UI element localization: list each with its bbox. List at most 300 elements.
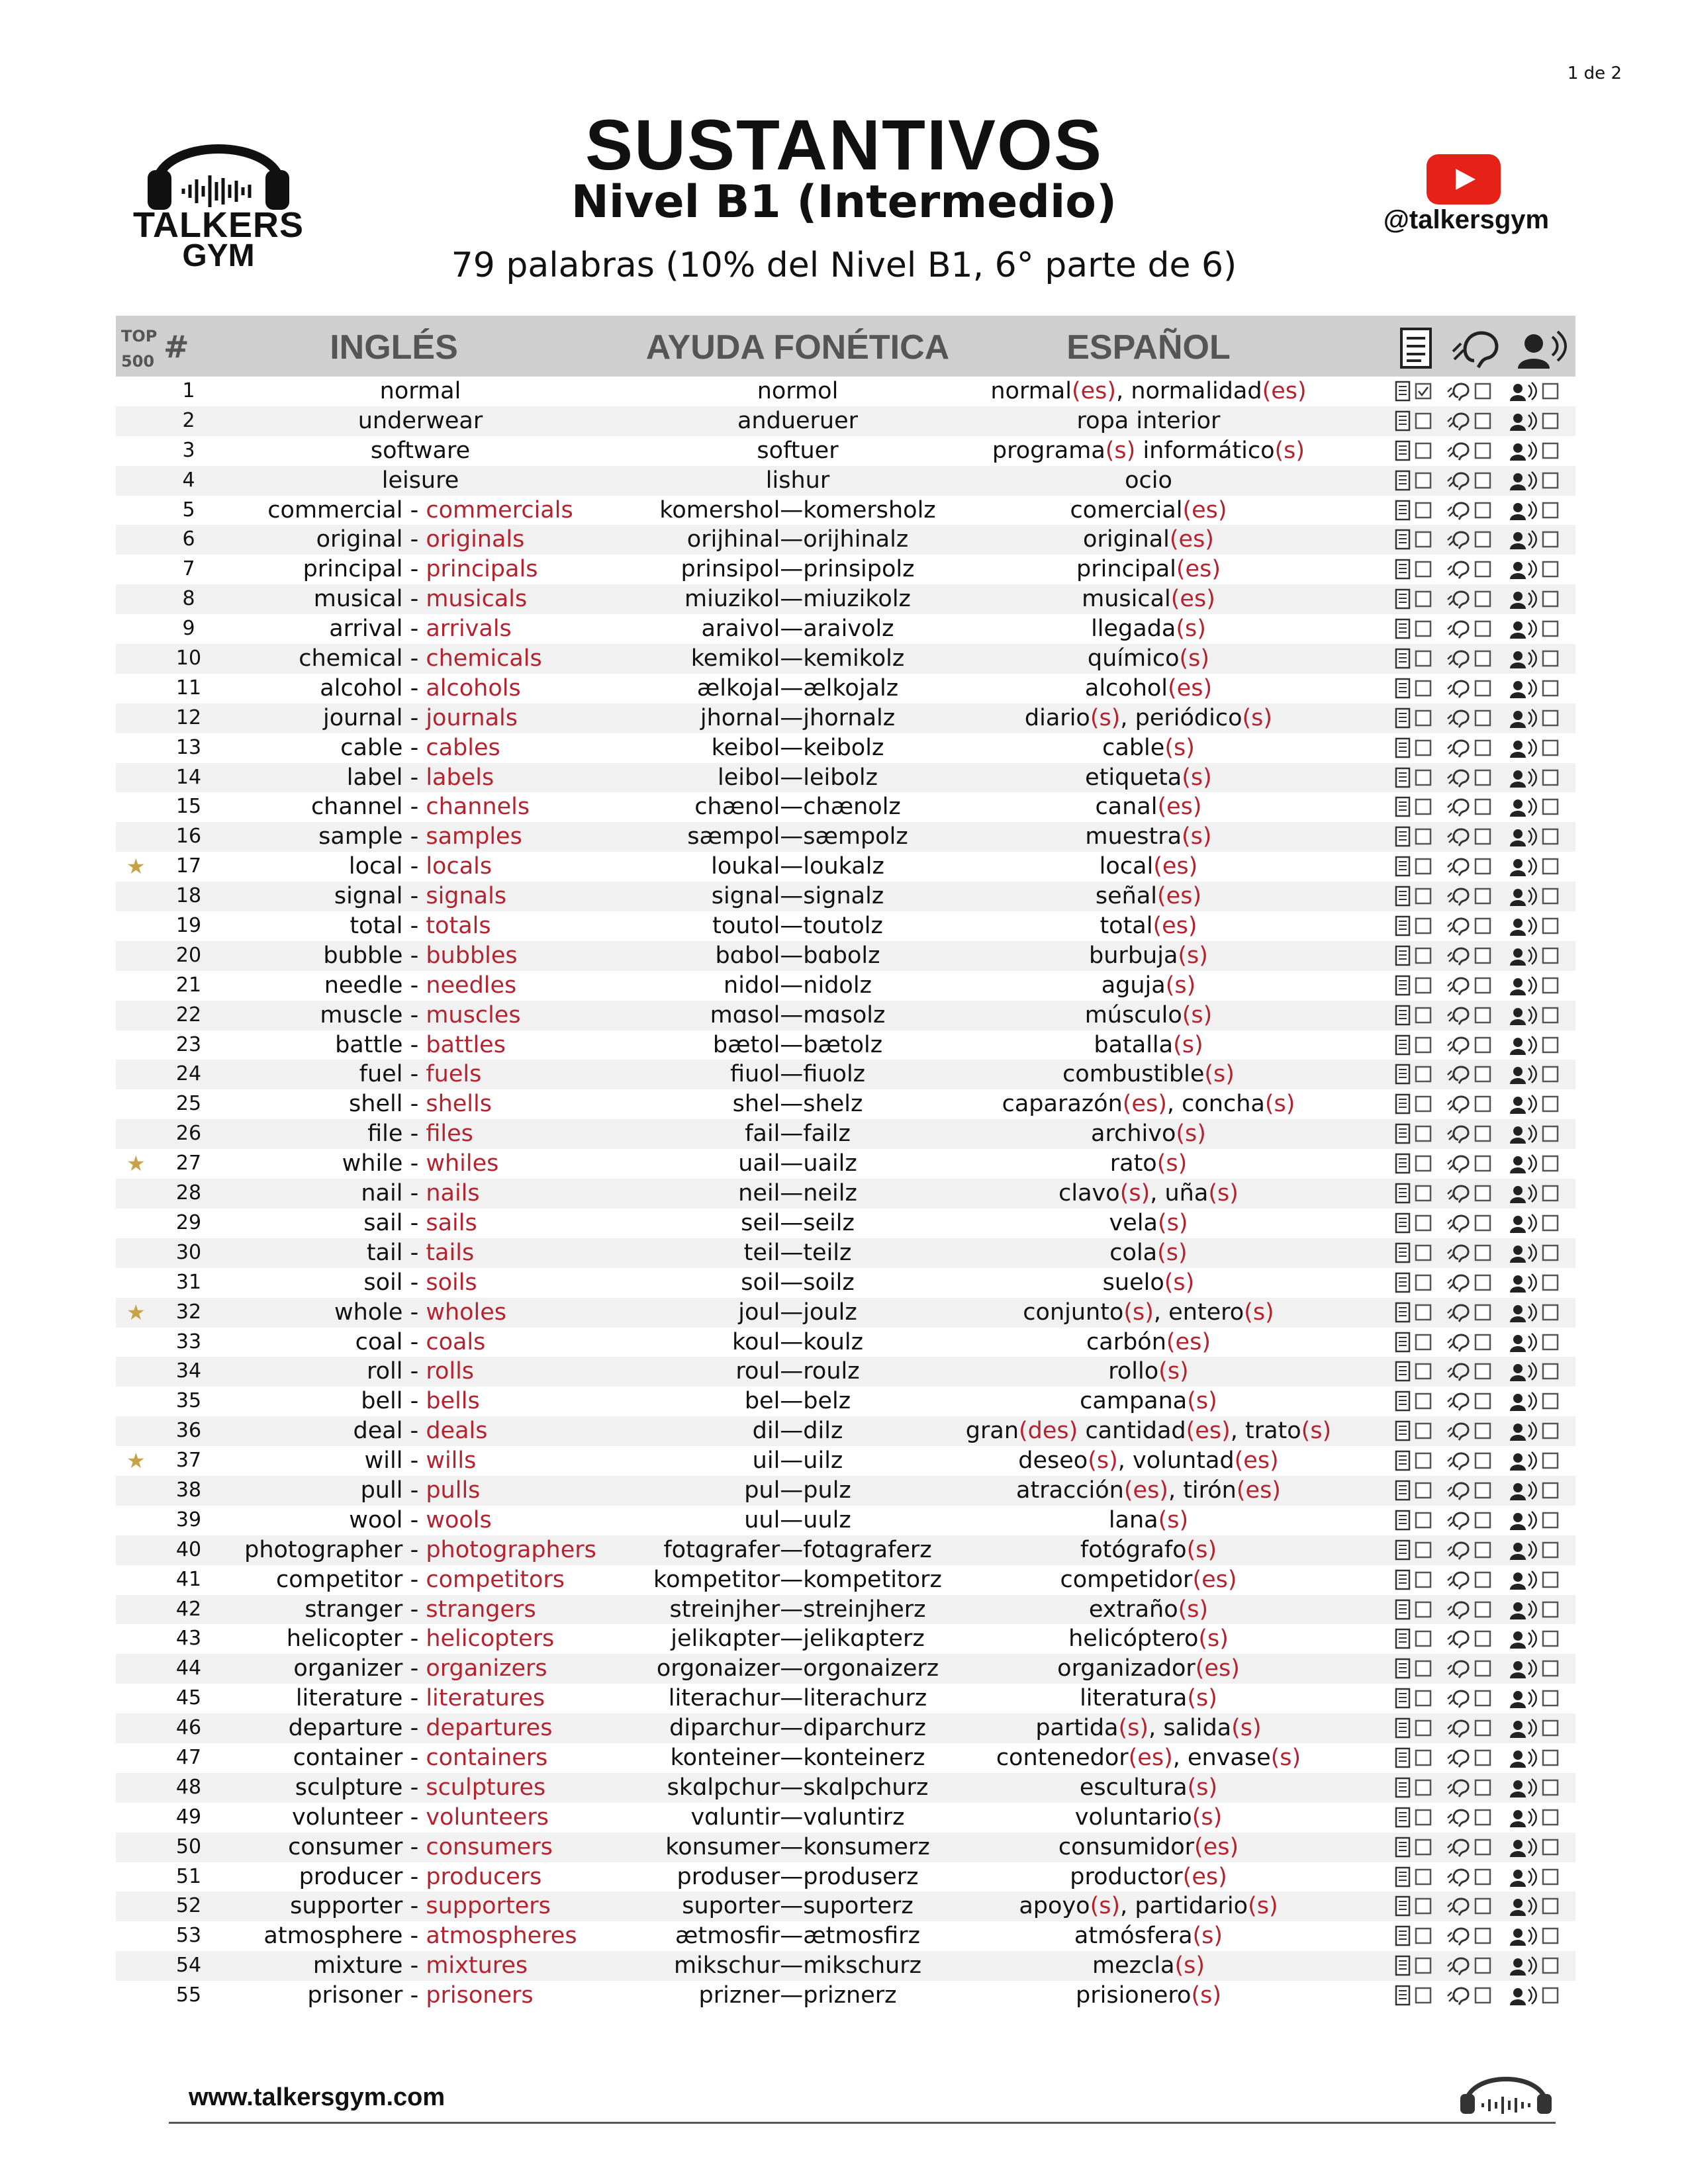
phonetic-help: koul—koulz bbox=[731, 1328, 864, 1355]
english-word: original - originals bbox=[316, 526, 525, 553]
listen-checkbox bbox=[1476, 1780, 1490, 1795]
row-number: 31 bbox=[175, 1270, 202, 1294]
speak-person-icon bbox=[1510, 1897, 1536, 1916]
row-number: 11 bbox=[175, 676, 202, 700]
phonetic-help: sæmpol—sæmpolz bbox=[687, 823, 908, 850]
row-number: 10 bbox=[175, 647, 202, 670]
listen-ear-icon bbox=[1448, 859, 1468, 876]
table-row bbox=[116, 1208, 1575, 1238]
english-singular: fuel bbox=[359, 1061, 403, 1088]
practice-checklist bbox=[1393, 1420, 1572, 1443]
row-number: 21 bbox=[175, 973, 202, 997]
practice-checklist bbox=[1393, 1063, 1572, 1086]
phonetic-help: komershol—komersholz bbox=[659, 496, 936, 523]
listen-ear-icon bbox=[1448, 1246, 1468, 1262]
speak-checkbox bbox=[1543, 1067, 1558, 1081]
practice-checklist bbox=[1393, 825, 1572, 848]
english-plural: pulls bbox=[426, 1477, 481, 1504]
english-plural: files bbox=[426, 1120, 473, 1148]
spanish-translation: helicóptero(s) bbox=[1068, 1625, 1229, 1653]
listen-checkbox bbox=[1476, 978, 1490, 993]
phonetic-help: miuzikol—miuzikolz bbox=[684, 586, 911, 613]
spanish-translation: canal(es) bbox=[1095, 794, 1202, 821]
english-word: supporter - supporters bbox=[290, 1893, 551, 1920]
spanish-translation: rollo(s) bbox=[1108, 1358, 1189, 1385]
read-document-icon bbox=[1396, 1273, 1409, 1292]
english-singular: principal bbox=[303, 556, 403, 583]
listen-ear-icon bbox=[1448, 1602, 1468, 1619]
listen-checkbox bbox=[1476, 1335, 1490, 1349]
row-number: 35 bbox=[175, 1389, 202, 1413]
read-checkbox bbox=[1416, 919, 1430, 933]
listen-ear-icon bbox=[1448, 1958, 1468, 1975]
english-word: while - whiles bbox=[342, 1150, 499, 1177]
read-checkbox bbox=[1416, 948, 1430, 963]
practice-checklist bbox=[1393, 1806, 1572, 1829]
english-plural: coals bbox=[426, 1328, 486, 1355]
speak-person-icon bbox=[1510, 1185, 1536, 1203]
english-plural: nails bbox=[426, 1180, 480, 1207]
practice-checklist bbox=[1393, 410, 1572, 433]
english-plural: atmospheres bbox=[426, 1923, 577, 1950]
read-document-icon bbox=[1396, 946, 1409, 965]
read-document-icon bbox=[1396, 1541, 1409, 1559]
practice-checklist bbox=[1393, 1657, 1572, 1680]
listen-ear-icon bbox=[1448, 621, 1468, 638]
english-word: helicopter - helicopters bbox=[286, 1625, 555, 1653]
practice-checklist bbox=[1393, 617, 1572, 641]
row-number: 38 bbox=[175, 1478, 202, 1502]
row-number: 53 bbox=[175, 1924, 202, 1948]
read-document-icon bbox=[1396, 1808, 1409, 1827]
top-500-star-icon: ★ bbox=[126, 1299, 146, 1325]
speak-checkbox bbox=[1543, 1008, 1558, 1023]
read-document-icon bbox=[1396, 887, 1409, 905]
listen-checkbox bbox=[1476, 1751, 1490, 1765]
table-row bbox=[116, 1149, 1575, 1179]
listen-checkbox bbox=[1476, 1810, 1490, 1825]
row-number: 30 bbox=[175, 1240, 202, 1264]
read-document-icon bbox=[1396, 590, 1409, 608]
listen-ear-icon bbox=[1448, 562, 1468, 578]
table-row bbox=[116, 1416, 1575, 1446]
row-number: 28 bbox=[175, 1181, 202, 1205]
speak-person-icon bbox=[1510, 1095, 1536, 1114]
english-word: consumer - consumers bbox=[288, 1833, 553, 1860]
listen-ear-icon bbox=[1448, 592, 1468, 608]
read-document-icon bbox=[1396, 1659, 1409, 1678]
top-500-star-icon: ★ bbox=[126, 854, 146, 880]
speak-person-icon bbox=[1510, 620, 1536, 639]
speak-checkbox bbox=[1543, 532, 1558, 547]
english-singular: file bbox=[367, 1120, 403, 1148]
speak-checkbox bbox=[1543, 592, 1558, 606]
english-plural: labels bbox=[426, 764, 494, 791]
english-singular: musical bbox=[313, 586, 403, 613]
read-document-icon bbox=[1396, 1244, 1409, 1262]
row-number: 12 bbox=[175, 705, 202, 729]
listen-checkbox bbox=[1476, 1186, 1490, 1201]
phonetic-help: literachur—literachurz bbox=[668, 1685, 927, 1712]
english-singular: leisure bbox=[381, 467, 459, 494]
english-singular: photographer bbox=[244, 1536, 403, 1563]
listen-ear-icon bbox=[1453, 333, 1497, 367]
speak-checkbox bbox=[1543, 919, 1558, 933]
listen-checkbox bbox=[1476, 414, 1490, 428]
spanish-header: ESPAÑOL bbox=[1066, 328, 1231, 367]
english-plural: tails bbox=[426, 1239, 475, 1266]
listen-checkbox bbox=[1476, 1513, 1490, 1527]
english-singular: helicopter bbox=[286, 1625, 403, 1653]
english-word: competitor - competitors bbox=[275, 1566, 565, 1593]
listen-ear-icon bbox=[1448, 1988, 1468, 2005]
english-singular: sculpture bbox=[295, 1774, 403, 1801]
phonetic-help: softuer bbox=[757, 437, 839, 464]
practice-checklist bbox=[1393, 1776, 1572, 1799]
footer-url[interactable]: www.talkersgym.com bbox=[189, 2083, 445, 2111]
practice-checklist bbox=[1393, 855, 1572, 878]
table-row bbox=[116, 1001, 1575, 1030]
table-row bbox=[116, 941, 1575, 971]
english-word: sample - samples bbox=[318, 823, 522, 850]
phonetic-help: diparchur—diparchurz bbox=[669, 1715, 926, 1742]
read-checkbox bbox=[1416, 1453, 1430, 1468]
practice-checklist bbox=[1393, 1242, 1572, 1265]
listen-ear-icon bbox=[1448, 978, 1468, 995]
speak-person-icon bbox=[1510, 1066, 1536, 1084]
spanish-translation: diario(s), periódico(s) bbox=[1024, 704, 1273, 731]
phonetic-help: uil—uilz bbox=[752, 1447, 843, 1475]
speak-checkbox bbox=[1543, 829, 1558, 844]
youtube-play-icon[interactable] bbox=[1427, 154, 1501, 205]
speak-person-icon bbox=[1510, 798, 1536, 817]
spanish-translation: archivo(s) bbox=[1091, 1120, 1206, 1148]
read-checkbox bbox=[1416, 592, 1430, 606]
speak-person-icon bbox=[1510, 1452, 1536, 1471]
row-number: 48 bbox=[175, 1775, 202, 1799]
speak-checkbox bbox=[1543, 1275, 1558, 1290]
listen-checkbox bbox=[1476, 503, 1490, 518]
read-document-icon bbox=[1396, 1719, 1409, 1737]
speak-checkbox bbox=[1543, 1335, 1558, 1349]
read-document-icon bbox=[1396, 412, 1409, 430]
english-singular: nail bbox=[361, 1180, 403, 1207]
read-checkbox bbox=[1416, 711, 1430, 725]
english-singular: cable bbox=[340, 734, 403, 761]
english-singular: container bbox=[293, 1744, 403, 1771]
english-singular: competitor bbox=[275, 1566, 403, 1593]
speak-person-icon bbox=[1510, 412, 1536, 431]
listen-ear-icon bbox=[1448, 1067, 1468, 1083]
read-document-icon bbox=[1396, 501, 1409, 520]
practice-checklist bbox=[1393, 1034, 1572, 1057]
english-word: needle - needles bbox=[324, 972, 517, 999]
listen-checkbox bbox=[1476, 1870, 1490, 1884]
read-checkbox bbox=[1416, 1216, 1430, 1230]
practice-checklist bbox=[1393, 588, 1572, 611]
read-document-icon bbox=[1396, 1868, 1409, 1886]
read-document-icon bbox=[1396, 827, 1409, 846]
english-plural: sculptures bbox=[426, 1774, 546, 1801]
listen-checkbox bbox=[1476, 1631, 1490, 1646]
practice-checklist bbox=[1393, 1479, 1572, 1502]
listen-ear-icon bbox=[1448, 1661, 1468, 1678]
row-number: 40 bbox=[175, 1537, 202, 1561]
english-singular: chemical bbox=[299, 645, 403, 672]
read-checkbox bbox=[1416, 503, 1430, 518]
english-singular: underwear bbox=[357, 407, 483, 434]
speak-checkbox bbox=[1543, 1097, 1558, 1111]
english-word bbox=[189, 377, 652, 406]
table-row bbox=[116, 644, 1575, 674]
practice-checklist bbox=[1393, 766, 1572, 790]
phonetic-help: suporter—suporterz bbox=[682, 1893, 914, 1920]
phonetic-help: andueruer bbox=[737, 407, 859, 434]
english-word: container - containers bbox=[293, 1744, 548, 1771]
english-word: alcohol - alcohols bbox=[320, 674, 521, 702]
speak-checkbox bbox=[1543, 414, 1558, 428]
phonetic-help: keibol—keibolz bbox=[711, 734, 884, 761]
top-500-star-icon: ★ bbox=[126, 1448, 146, 1474]
english-plural: fuels bbox=[426, 1061, 482, 1088]
english-plural: chemicals bbox=[426, 645, 542, 672]
english-singular: literature bbox=[295, 1685, 403, 1712]
english-plural: battles bbox=[426, 1031, 506, 1058]
read-checkbox bbox=[1416, 621, 1430, 636]
practice-checklist bbox=[1393, 1004, 1572, 1027]
phonetic-help: neil—neilz bbox=[738, 1180, 857, 1207]
speak-checkbox bbox=[1543, 1038, 1558, 1052]
speak-person-icon bbox=[1510, 1601, 1536, 1619]
spanish-translation: consumidor(es) bbox=[1058, 1833, 1239, 1860]
english-word: commercial - commercials bbox=[267, 496, 573, 523]
read-document-icon bbox=[1396, 857, 1409, 876]
english-singular: stranger bbox=[305, 1596, 403, 1623]
english-word: roll - rolls bbox=[366, 1358, 475, 1385]
table-row bbox=[116, 1921, 1575, 1951]
english-plural: helicopters bbox=[426, 1625, 555, 1653]
listen-ear-icon bbox=[1448, 1572, 1468, 1589]
read-document-icon bbox=[1396, 1927, 1409, 1945]
row-number: 22 bbox=[175, 1003, 202, 1026]
row-number: 26 bbox=[175, 1122, 202, 1146]
read-checkbox bbox=[1416, 1513, 1430, 1527]
read-document-icon bbox=[1396, 530, 1409, 549]
english-plural: totals bbox=[426, 913, 491, 940]
english-singular: muscle bbox=[320, 1001, 403, 1028]
read-document-icon bbox=[1396, 1303, 1409, 1322]
listen-checkbox bbox=[1476, 1958, 1490, 1973]
speak-checkbox bbox=[1543, 681, 1558, 696]
spanish-translation: aguja(s) bbox=[1101, 972, 1196, 999]
read-checkbox bbox=[1416, 1870, 1430, 1884]
read-checkbox bbox=[1416, 829, 1430, 844]
row-number: 47 bbox=[175, 1745, 202, 1769]
row-number: 16 bbox=[175, 825, 202, 848]
listen-ear-icon bbox=[1448, 1305, 1468, 1322]
table-row bbox=[116, 822, 1575, 852]
row-number: 32 bbox=[175, 1300, 202, 1324]
phonetic-help: leibol—leibolz bbox=[717, 764, 878, 791]
read-checkbox bbox=[1416, 1780, 1430, 1795]
english-plural: locals bbox=[426, 853, 492, 880]
english-plural: containers bbox=[426, 1744, 548, 1771]
speak-checkbox bbox=[1543, 711, 1558, 725]
speak-person-icon bbox=[1510, 472, 1536, 490]
footer-headphones-icon bbox=[1456, 2064, 1556, 2116]
english-singular: journal bbox=[322, 704, 403, 731]
table-row bbox=[116, 1089, 1575, 1119]
english-word: literature - literatures bbox=[295, 1685, 545, 1712]
english-singular: mixture bbox=[312, 1952, 403, 1979]
practice-checklist bbox=[1393, 558, 1572, 581]
speak-person-icon bbox=[1510, 1957, 1536, 1976]
row-number: 54 bbox=[175, 1954, 202, 1978]
row-number: 25 bbox=[175, 1092, 202, 1116]
phonetic-help: normol bbox=[757, 378, 839, 404]
speak-checkbox bbox=[1543, 473, 1558, 488]
read-checkbox bbox=[1416, 889, 1430, 903]
speak-checkbox bbox=[1543, 859, 1558, 874]
english-word: shell - shells bbox=[349, 1091, 492, 1118]
row-number: 17 bbox=[175, 854, 202, 878]
speak-person-icon bbox=[1518, 332, 1566, 369]
spanish-translation: lana(s) bbox=[1108, 1506, 1189, 1533]
english-plural: deals bbox=[426, 1418, 488, 1445]
listen-checkbox bbox=[1476, 1038, 1490, 1052]
spanish-translation: llegada(s) bbox=[1091, 615, 1206, 643]
speak-person-icon bbox=[1510, 1839, 1536, 1857]
practice-checklist bbox=[1393, 796, 1572, 819]
table-row bbox=[116, 466, 1575, 496]
table-row bbox=[116, 1268, 1575, 1298]
practice-checklist bbox=[1393, 1509, 1572, 1532]
speak-checkbox bbox=[1543, 562, 1558, 576]
english-plural: rolls bbox=[426, 1358, 475, 1385]
table-row bbox=[116, 1565, 1575, 1595]
english-word: producer - producers bbox=[299, 1863, 542, 1890]
table-row bbox=[116, 1684, 1575, 1713]
listen-checkbox bbox=[1476, 1899, 1490, 1913]
english-singular: deal bbox=[353, 1418, 403, 1445]
row-number: 27 bbox=[175, 1152, 202, 1175]
speak-person-icon bbox=[1510, 1719, 1536, 1738]
read-checkbox bbox=[1416, 1691, 1430, 1706]
read-checkbox bbox=[1416, 473, 1430, 488]
table-row bbox=[116, 614, 1575, 644]
listen-ear-icon bbox=[1448, 1394, 1468, 1410]
english-singular: coal bbox=[355, 1328, 403, 1355]
table-row bbox=[116, 1476, 1575, 1506]
listen-checkbox bbox=[1476, 829, 1490, 844]
english-word: wool - wools bbox=[349, 1506, 492, 1533]
spanish-translation: clavo(s), uña(s) bbox=[1058, 1180, 1239, 1207]
read-checkbox bbox=[1416, 978, 1430, 993]
english-plural: channels bbox=[426, 794, 530, 821]
read-document-icon bbox=[1396, 1897, 1409, 1915]
practice-checklist bbox=[1393, 737, 1572, 760]
social-handle[interactable]: @talkersgym bbox=[1383, 205, 1550, 234]
speak-person-icon bbox=[1510, 383, 1536, 401]
english-word: arrival - arrivals bbox=[329, 615, 512, 643]
listen-checkbox bbox=[1476, 1364, 1490, 1379]
phonetic-help: nidol—nidolz bbox=[724, 972, 872, 999]
read-document-icon bbox=[1396, 619, 1409, 638]
english-word: will - wills bbox=[364, 1447, 477, 1475]
read-checkbox bbox=[1416, 1958, 1430, 1973]
speak-checkbox bbox=[1543, 1453, 1558, 1468]
spanish-translation: contenedor(es), envase(s) bbox=[996, 1744, 1301, 1771]
practice-checklist bbox=[1393, 1360, 1572, 1383]
listen-ear-icon bbox=[1448, 1840, 1468, 1856]
english-header: INGLÉS bbox=[330, 328, 458, 367]
spanish-translation: ocio bbox=[1125, 467, 1172, 494]
practice-checklist bbox=[1393, 915, 1572, 938]
read-document-icon bbox=[1396, 1422, 1409, 1440]
listen-ear-icon bbox=[1448, 1513, 1468, 1529]
english-plural: prisoners bbox=[426, 1982, 534, 2009]
english-plural: wholes bbox=[426, 1298, 507, 1326]
english-singular: producer bbox=[299, 1863, 403, 1890]
table-row bbox=[116, 1743, 1575, 1773]
speak-person-icon bbox=[1510, 1007, 1536, 1025]
table-row bbox=[116, 852, 1575, 882]
speak-checkbox bbox=[1543, 1661, 1558, 1676]
phonetic-help: ætmosfir—ætmosfirz bbox=[675, 1923, 920, 1950]
table-row bbox=[116, 1506, 1575, 1535]
table-row bbox=[116, 1981, 1575, 2011]
footer-divider bbox=[169, 2122, 1556, 2124]
english-singular: volunteer bbox=[292, 1803, 403, 1831]
speak-checkbox bbox=[1543, 1572, 1558, 1587]
row-number: 2 bbox=[182, 408, 195, 432]
table-row bbox=[116, 733, 1575, 763]
read-checkbox bbox=[1416, 651, 1430, 666]
spanish-translation: fotógrafo(s) bbox=[1080, 1536, 1217, 1563]
table-row bbox=[116, 1387, 1575, 1416]
english-singular: total bbox=[350, 913, 403, 940]
english-plural: needles bbox=[426, 972, 517, 999]
english-word: local - locals bbox=[348, 853, 492, 880]
phonetic-help: orgonaizer—orgonaizerz bbox=[656, 1655, 939, 1682]
read-document-icon bbox=[1396, 739, 1409, 757]
practice-checklist bbox=[1393, 974, 1572, 997]
english-plural: supporters bbox=[426, 1893, 551, 1920]
read-document-icon bbox=[1401, 329, 1430, 367]
table-row bbox=[116, 1030, 1575, 1060]
english-word: whole - wholes bbox=[334, 1298, 507, 1326]
listen-checkbox bbox=[1476, 1305, 1490, 1320]
phonetic-help: chænol—chænolz bbox=[694, 794, 901, 821]
table-row bbox=[116, 1595, 1575, 1625]
row-number: 15 bbox=[175, 795, 202, 819]
row-number: 7 bbox=[182, 557, 195, 581]
english-plural: muscles bbox=[426, 1001, 521, 1028]
read-checkbox bbox=[1416, 1364, 1430, 1379]
phonetic-help: teil—teilz bbox=[743, 1239, 852, 1266]
read-document-icon bbox=[1396, 1333, 1409, 1351]
phonetic-help: fotɑgrafer—fotɑgraferz bbox=[663, 1536, 932, 1563]
row-number: 13 bbox=[175, 735, 202, 759]
phonetic-help: uul—uulz bbox=[744, 1506, 851, 1533]
spanish-translation: señal(es) bbox=[1095, 883, 1202, 910]
read-document-icon bbox=[1396, 1629, 1409, 1648]
row-number: 42 bbox=[175, 1597, 202, 1621]
english-singular: sail bbox=[363, 1209, 403, 1236]
english-word: signal - signals bbox=[334, 883, 507, 910]
speak-person-icon bbox=[1510, 1125, 1536, 1144]
practice-checklist bbox=[1393, 1984, 1572, 2007]
